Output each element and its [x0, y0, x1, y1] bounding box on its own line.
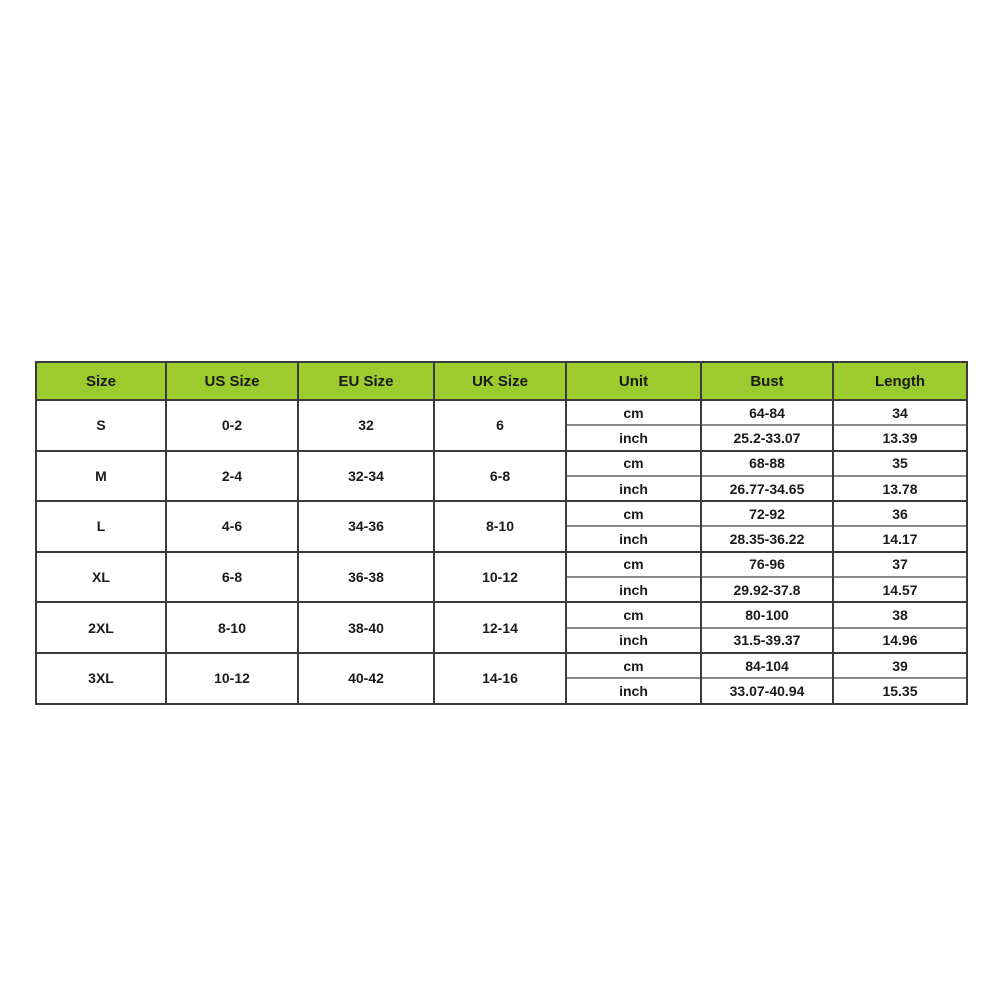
unit-cm-label: cm — [566, 451, 701, 476]
uk-size-value: 10-12 — [434, 552, 566, 603]
us-size-value: 0-2 — [166, 400, 298, 451]
eu-size-value: 32 — [298, 400, 434, 451]
length-inch-value: 13.78 — [833, 476, 967, 501]
length-cm-value: 35 — [833, 451, 967, 476]
unit-cm-label: cm — [566, 552, 701, 577]
unit-cm-label: cm — [566, 400, 701, 425]
bust-inch-value: 26.77-34.65 — [701, 476, 833, 501]
length-inch-value: 14.17 — [833, 526, 967, 551]
us-size-value: 8-10 — [166, 602, 298, 653]
size-label: M — [36, 451, 166, 502]
eu-size-value: 32-34 — [298, 451, 434, 502]
us-size-value: 2-4 — [166, 451, 298, 502]
bust-inch-value: 33.07-40.94 — [701, 678, 833, 703]
unit-inch-label: inch — [566, 678, 701, 703]
length-inch-value: 15.35 — [833, 678, 967, 703]
header-row — [36, 362, 967, 400]
length-cm-value: 34 — [833, 400, 967, 425]
bust-cm-value: 72-92 — [701, 501, 833, 526]
uk-size-value: 8-10 — [434, 501, 566, 552]
unit-inch-label: inch — [566, 577, 701, 602]
eu-size-value: 34-36 — [298, 501, 434, 552]
uk-size-value: 12-14 — [434, 602, 566, 653]
header-bust: Bust — [701, 362, 833, 400]
uk-size-value: 14-16 — [434, 653, 566, 704]
header-size: Size — [36, 362, 166, 400]
length-inch-value: 13.39 — [833, 425, 967, 450]
unit-cm-label: cm — [566, 501, 701, 526]
unit-cm-label: cm — [566, 653, 701, 678]
table-row — [36, 602, 967, 627]
bust-inch-value: 28.35-36.22 — [701, 526, 833, 551]
size-label: 3XL — [36, 653, 166, 704]
length-cm-value: 36 — [833, 501, 967, 526]
length-inch-value: 14.57 — [833, 577, 967, 602]
header-length: Length — [833, 362, 967, 400]
length-inch-value: 14.96 — [833, 628, 967, 653]
unit-inch-label: inch — [566, 476, 701, 501]
eu-size-value: 36-38 — [298, 552, 434, 603]
us-size-value: 4-6 — [166, 501, 298, 552]
bust-cm-value: 84-104 — [701, 653, 833, 678]
bust-inch-value: 31.5-39.37 — [701, 628, 833, 653]
length-cm-value: 37 — [833, 552, 967, 577]
size-label: L — [36, 501, 166, 552]
unit-inch-label: inch — [566, 526, 701, 551]
unit-cm-label: cm — [566, 602, 701, 627]
length-cm-value: 39 — [833, 653, 967, 678]
table-row — [36, 451, 967, 476]
header-us-size: US Size — [166, 362, 298, 400]
uk-size-value: 6-8 — [434, 451, 566, 502]
us-size-value: 6-8 — [166, 552, 298, 603]
table-row — [36, 653, 967, 678]
header-eu-size: EU Size — [298, 362, 434, 400]
size-label: XL — [36, 552, 166, 603]
bust-inch-value: 29.92-37.8 — [701, 577, 833, 602]
table-row — [36, 552, 967, 577]
size-label: S — [36, 400, 166, 451]
eu-size-value: 38-40 — [298, 602, 434, 653]
unit-inch-label: inch — [566, 628, 701, 653]
header-uk-size: UK Size — [434, 362, 566, 400]
unit-inch-label: inch — [566, 425, 701, 450]
table-row — [36, 400, 967, 425]
table-row — [36, 501, 967, 526]
us-size-value: 10-12 — [166, 653, 298, 704]
bust-cm-value: 80-100 — [701, 602, 833, 627]
bust-cm-value: 64-84 — [701, 400, 833, 425]
length-cm-value: 38 — [833, 602, 967, 627]
uk-size-value: 6 — [434, 400, 566, 451]
bust-cm-value: 68-88 — [701, 451, 833, 476]
eu-size-value: 40-42 — [298, 653, 434, 704]
size-label: 2XL — [36, 602, 166, 653]
size-chart-table — [35, 361, 968, 705]
header-unit: Unit — [566, 362, 701, 400]
bust-inch-value: 25.2-33.07 — [701, 425, 833, 450]
bust-cm-value: 76-96 — [701, 552, 833, 577]
